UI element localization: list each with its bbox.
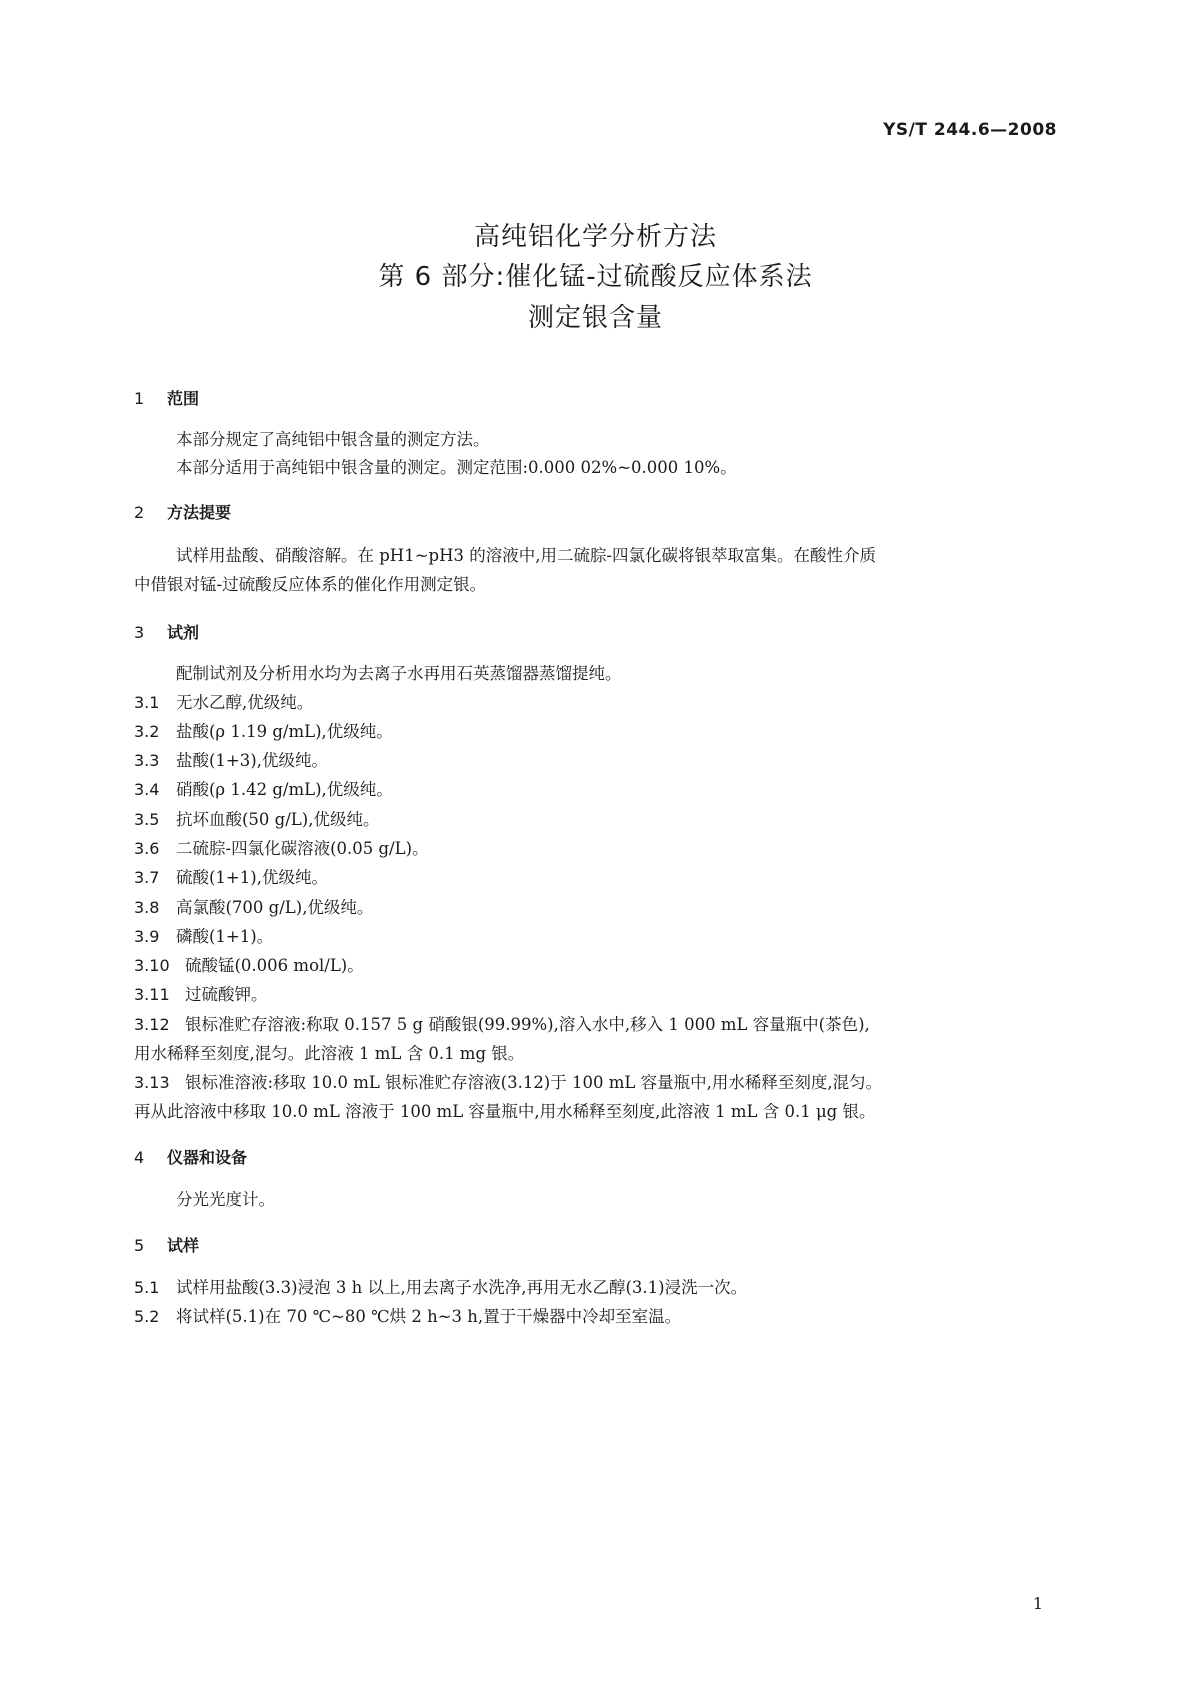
paragraph: 试样用盐酸、硝酸溶解。在 pH1~pH3 的溶液中,用二硫腙-四氯化碳将银萃取富集。在酸性介质 [176, 546, 877, 565]
item-text: 硫酸(1+1),优级纯。 [176, 868, 328, 887]
section-number: 1 [134, 389, 145, 408]
item-number: 3.13 [134, 1073, 170, 1092]
item-number: 5.1 [134, 1278, 160, 1297]
item-text: 过硫酸钾。 [185, 985, 268, 1004]
section-heading-scope [134, 386, 199, 409]
section-heading-apparatus [134, 1145, 247, 1168]
list-item [134, 717, 1060, 747]
item-text: 试样用盐酸(3.3)浸泡 3 h 以上,用去离子水洗净,再用无水乙醇(3.1)浸洗一次。 [176, 1278, 748, 1297]
item-text: 磷酸(1+1)。 [176, 927, 274, 946]
section-heading-sample [134, 1233, 199, 1256]
list-item [134, 805, 1060, 835]
item-number: 5.2 [134, 1307, 160, 1326]
section-title: 试样 [167, 1236, 200, 1255]
item-text: 无水乙醇,优级纯。 [176, 693, 314, 712]
section-title: 范围 [167, 389, 200, 408]
item-number: 3.1 [134, 693, 160, 712]
list-item [134, 688, 1060, 718]
item-text: 将试样(5.1)在 70 ℃~80 ℃烘 2 h~3 h,置于干燥器中冷却至室温。 [176, 1307, 682, 1326]
list-item [134, 746, 1060, 776]
item-text: 银标准溶液:移取 10.0 mL 银标准贮存溶液(3.12)于 100 mL 容量瓶中,用水稀释至刻度,混匀。 [185, 1073, 883, 1092]
item-number: 3.8 [134, 898, 160, 917]
item-number: 3.7 [134, 868, 160, 887]
item-text: 高氯酸(700 g/L),优级纯。 [176, 898, 374, 917]
list-item-continuation: 再从此溶液中移取 10.0 mL 溶液于 100 mL 容量瓶中,用水稀释至刻度,此溶液 1 mL 含 0.1 μg 银。 [134, 1102, 876, 1121]
list-item [134, 1273, 1060, 1303]
paragraph: 配制试剂及分析用水均为去离子水再用石英蒸馏器蒸馏提纯。 [176, 664, 622, 683]
section-title: 仪器和设备 [167, 1148, 248, 1167]
item-text: 硝酸(ρ 1.42 g/mL),优级纯。 [176, 780, 393, 799]
list-item [134, 922, 1060, 952]
item-number: 3.5 [134, 810, 160, 829]
document-title-line-1: 高纯铝化学分析方法 [473, 222, 717, 252]
paragraph: 本部分规定了高纯铝中银含量的测定方法。 [176, 430, 490, 449]
standard-code: YS/T 244.6—2008 [883, 120, 1057, 140]
list-item [134, 980, 1060, 1010]
page-number: 1 [1032, 1594, 1043, 1613]
item-number: 3.12 [134, 1015, 170, 1034]
item-text: 二硫腙-四氯化碳溶液(0.05 g/L)。 [176, 839, 429, 858]
list-item [134, 834, 1060, 864]
paragraph: 本部分适用于高纯铝中银含量的测定。测定范围:0.000 02%~0.000 10%。 [176, 458, 737, 477]
document-title-line-3: 测定银含量 [527, 303, 663, 333]
item-number: 3.10 [134, 956, 170, 975]
section-number: 3 [134, 623, 145, 642]
section-title: 试剂 [167, 623, 200, 642]
item-number: 3.4 [134, 780, 160, 799]
list-item [134, 1010, 1060, 1040]
paragraph: 中借银对锰-过硫酸反应体系的催化作用测定银。 [134, 575, 487, 594]
list-item [134, 1302, 1060, 1332]
item-number: 3.6 [134, 839, 160, 858]
item-number: 3.9 [134, 927, 160, 946]
section-number: 5 [134, 1236, 145, 1255]
item-number: 3.3 [134, 751, 160, 770]
section-title: 方法提要 [167, 503, 232, 522]
section-heading-reagents [134, 620, 199, 643]
item-number: 3.11 [134, 985, 170, 1004]
section-number: 4 [134, 1148, 145, 1167]
item-text: 盐酸(1+3),优级纯。 [176, 751, 328, 770]
list-item [134, 1068, 1060, 1098]
section-heading-method-summary [134, 500, 231, 523]
item-number: 3.2 [134, 722, 160, 741]
item-text: 硫酸锰(0.006 mol/L)。 [185, 956, 364, 975]
list-item-continuation: 用水稀释至刻度,混匀。此溶液 1 mL 含 0.1 mg 银。 [134, 1044, 525, 1063]
item-text: 抗坏血酸(50 g/L),优级纯。 [176, 810, 380, 829]
list-item [134, 893, 1060, 923]
list-item [134, 775, 1060, 805]
document-title-line-2: 第 6 部分:催化锰-过硫酸反应体系法 [378, 262, 813, 292]
list-item [134, 863, 1060, 893]
item-text: 银标准贮存溶液:称取 0.157 5 g 硝酸银(99.99%),溶入水中,移入 1 000 mL 容量瓶中(茶色), [185, 1015, 870, 1034]
item-text: 盐酸(ρ 1.19 g/mL),优级纯。 [176, 722, 393, 741]
section-number: 2 [134, 503, 145, 522]
paragraph: 分光光度计。 [176, 1190, 275, 1209]
list-item [134, 951, 1060, 981]
